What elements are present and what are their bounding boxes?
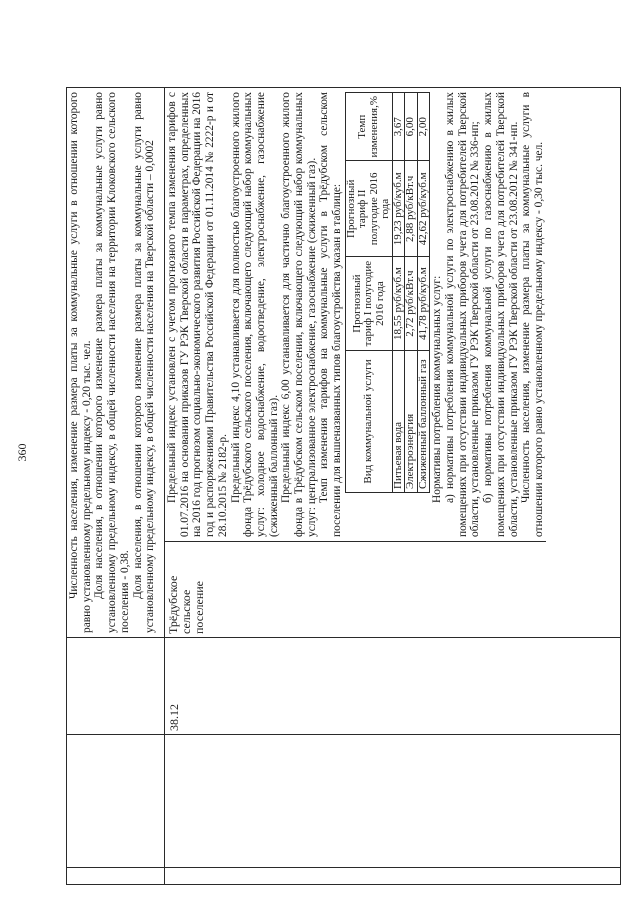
tariff-header: Прогнозный тариф I полугодие 2016 года xyxy=(345,257,392,351)
tariff-cell: 19,23 руб/куб.м xyxy=(392,161,405,257)
top-paragraph: Доля населения, в отношении которого изменение размера платы за коммунальные услуги равно установленному предельному индексу, в общей численности населения на территории Клоковского сельского поселения - 0,38. xyxy=(93,92,131,633)
table-row xyxy=(405,93,418,493)
settlement-name-line: сельское xyxy=(179,589,193,634)
table-row xyxy=(417,93,430,493)
row-38-12-content-cell xyxy=(165,88,621,638)
row-top-content-cell xyxy=(67,88,165,638)
row-top-index-cell xyxy=(67,868,165,885)
tariff-header: Прогнозный тариф II полугодие 2016 года xyxy=(345,161,392,257)
row-top-name-cell xyxy=(67,638,165,735)
tariff-header-row xyxy=(345,93,392,493)
settlement-name xyxy=(165,541,546,637)
top-paragraph: Доля населения, в отношении которого изменение размера платы за коммунальные услуги равно установленному предельному индексу, в общей численности населения на Тверской области – 0,0002 xyxy=(131,92,157,633)
tariff-cell: 3,67 xyxy=(392,93,405,161)
body-paragraph: Численность населения, изменение размера платы за коммунальные услуги в отношении которого равно установленному предельному индексу - 0,30 тыс. чел. xyxy=(520,92,545,537)
tariff-cell: Электроэнергия xyxy=(405,351,418,493)
row-38-12-spacer-cell xyxy=(165,735,621,868)
tariff-cell: 42,62 руб/куб.м xyxy=(417,161,430,257)
body-paragraph: Предельный индекс установлен с учетом прогнозного темпа изменения тарифов с 01.07.2016 на основании приказов ГУ РЭК Тверской области в параметрах, определенных на 2016 год прогнозом социально-экономического развития Российской Федерации на 2016 год и распоряжениями Правительства Российской Федерации от 01.11.2014 № 2222-р и от 28.10.2015 № 2182-р. xyxy=(166,92,229,537)
body-paragraph: а) нормативы потребления коммунальной услуги по электроснабжению в жилых помещениях при отсутствии индивидуальных приборов учета для потребителей Тверской области, установленные приказом ГУ РЭК Тверской области от 23.08.2012 № 336-нп; xyxy=(444,92,482,537)
body-paragraph: б) нормативы потребления коммунальной услуги по газоснабжению в жилых помещениях при отсутствии индивидуальных приборов учета для потребителей Тверской области, установленные приказом ГУ РЭК Тверской области от 23.08.2012 № 341-нп. xyxy=(482,92,520,537)
tariff-cell: 2,72 руб/кВт.ч xyxy=(405,257,418,351)
page-number: 360 xyxy=(15,443,29,462)
body-paragraph: Предельный индекс 4,10 устанавливается для полностью благоустроенного жилого фонда Трёдубского сельского поселения, включающего следующий набор коммунальных услуг: холодное водоснабжение, водоотведение, электроснабжение, газоснабжение (сжиженный баллонный газ). xyxy=(229,92,280,537)
body-paragraph: Темп изменения тарифов на коммунальные услуги в Трёдубском сельском поселении для вышеназванных типов благоустройства указан в таблице: xyxy=(318,92,344,537)
settlement-name-line: поселение xyxy=(192,580,206,634)
row-top-number-cell xyxy=(67,735,165,868)
tariff-cell: 2,88 руб/кВт.ч xyxy=(405,161,418,257)
body-paragraph: Предельный индекс 6,00 устанавливается для частично благоустроенного жилого фонда в Трёдубском сельском поселении, включающего следующий набор коммунальных услуг: централизованное электроснабжение, газоснабжение (сжиженный газ). xyxy=(280,92,318,537)
tariff-cell: 41,78 руб/куб.м xyxy=(417,257,430,351)
row-38-12-index-cell xyxy=(165,868,621,885)
tariff-table xyxy=(345,92,431,493)
main-table xyxy=(66,87,621,885)
table-row-38-12 xyxy=(165,88,621,885)
table-row-top xyxy=(67,88,165,885)
settlement-name-line: Трёдубское xyxy=(166,575,180,634)
tariff-cell: Сжиженный баллонный газ xyxy=(417,351,430,493)
tariff-cell: Питьевая вода xyxy=(392,351,405,493)
table-row xyxy=(392,93,405,493)
settlement-text xyxy=(165,88,546,541)
row-number: 38.12 xyxy=(165,638,621,735)
tariff-cell: 18,55 руб/куб.м xyxy=(392,257,405,351)
top-paragraph: Численность населения, изменение размера платы за коммунальные услуги в отношении которого равно установленному предельному индексу - 0,20 тыс. чел. xyxy=(68,92,93,633)
tariff-header: Темп изменения,% xyxy=(345,93,392,161)
tariff-cell: 2,00 xyxy=(417,93,430,161)
tariff-header: Вид коммунальной услуги xyxy=(345,351,392,493)
tariff-cell: 6,00 xyxy=(405,93,418,161)
body-paragraph: Нормативы потребления коммунальных услуг: xyxy=(431,275,444,503)
